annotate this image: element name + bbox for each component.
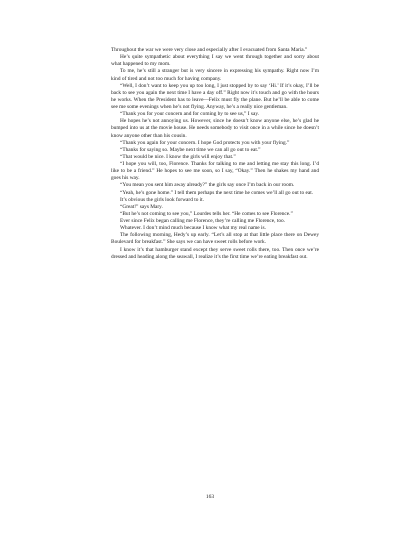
paragraph: “Thank you again for your concern. I hope God protects you with your flying.” [120,139,290,146]
paragraph: “You mean you sent him away already?” the girls say once I’m back in our room. [120,182,295,189]
page-number: 163 [205,494,215,500]
paragraph: “I hope you will, too, Florence. Thanks for talking to me and letting me stay this long. I’d like to be a friend.” He hopes to see me soon, so I say, “Okay.” Then he shakes my hand and goes his way. [111,161,319,182]
paragraph: The following morning, Hedy’s up early. “Let’s all stop at that little place there on Dewey Boulevard for breakfast.” She says we can have sweet rolls before work. [111,232,319,246]
paragraph: It’s obvious the girls look forward to it. [120,196,205,203]
paragraph: He’s quite sympathetic about everything I say we went through together and sorry about what happened to my mom. [111,54,319,68]
paragraph: “Great!” says Mary. [120,203,163,210]
paragraph: Throughout the war we were very close and especially after I evacuated from Santa Maria.” [111,47,308,53]
paragraph: “Thanks for saying so. Maybe next time we can all go out to eat.” [120,146,261,153]
body-text [111,47,319,261]
paragraph: To me, he’s still a stranger but is very sincere in expressing his sympathy. Right now I’m kind of tired and not too much for having company. [111,68,319,82]
paragraph: “Thank you for your concern and for coming by to see us,” I say. [120,111,259,118]
paragraph: “That would be nice. I know the girls will enjoy that.” [120,153,236,160]
paragraph: “Well, I don’t want to keep you up too long, I just stopped by to say ‘Hi.’ If it’s okay, I’ll be back to see you again the next time I have a day off.” Right now it’s touch and go with the hours he works. When the President has to leave—Felix must fly the plane. But he’ll be able to come see me some evenings when he’s not flying. Anyway, he’s a really nice gentleman. [111,82,319,110]
paragraph: “But he’s not coming to see you,” Lourdes tells her. “He comes to see Florence.” [120,210,293,217]
paragraph: Ever since Felix began calling me Florence, they’re calling me Florence, too. [120,218,286,224]
paragraph: I know it’s that hamburger stand except they serve sweet rolls there, too. Then once we’re dressed and heading along the seawall, I realize it’s the first time we’re eating breakfast out. [111,246,319,260]
paragraph: “Yeah, he’s gone home.” I tell them perhaps the next time he comes we’ll all go out to eat. [120,189,314,196]
paragraph: Whatever. I don’t mind much because I know what my real name is. [120,225,266,232]
paragraph: He hopes he’s not annoying us. However, since he doesn’t know anyone else, he’s glad he bumped into us at the movie house. He needs somebody to visit once in a while since he doesn’t know anyone other than his cousin. [111,118,319,139]
